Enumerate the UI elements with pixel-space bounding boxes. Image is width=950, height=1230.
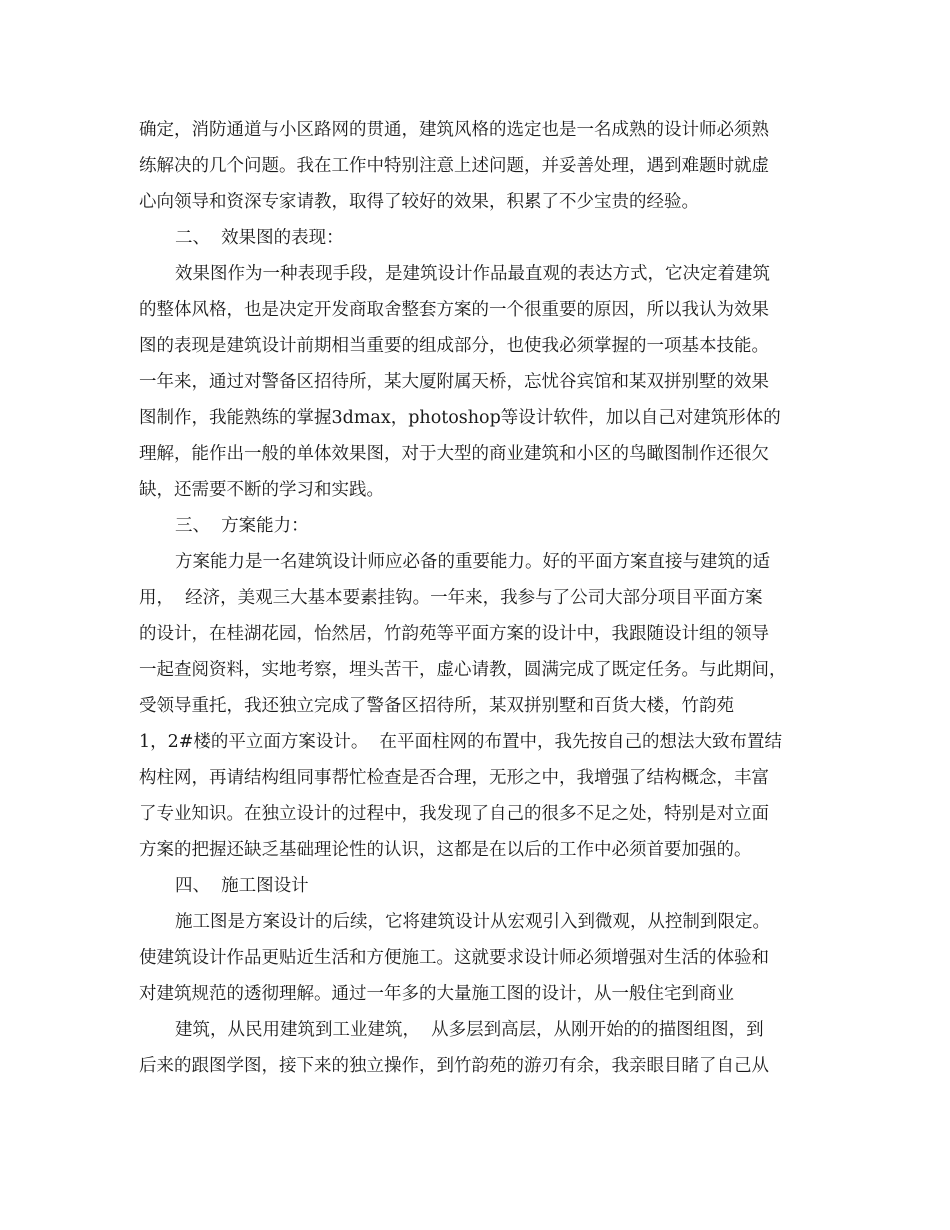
text-line: 的设计，在桂湖花园，怡然居，竹韵苑等平面方案的设计中，我跟随设计组的领导	[139, 624, 769, 644]
text-line: 使建筑设计作品更贴近生活和方便施工。这就要求设计师必须增强对生活的体验和	[139, 948, 769, 968]
text-line: 1，2#楼的平立面方案设计。 在平面柱网的布置中，我先按自己的想法大致布置结	[139, 732, 783, 752]
text-line: 用， 经济，美观三大基本要素挂钩。一年来，我参与了公司大部分项目平面方案	[139, 588, 763, 608]
text-line: 建筑，从民用建筑到工业建筑， 从多层到高层，从刚开始的的描图组图，到	[175, 1020, 764, 1040]
text-line: 对建筑规范的透彻理解。通过一年多的大量施工图的设计，从一般住宅到商业	[139, 984, 734, 1004]
text-line: 施工图是方案设计的后续，它将建筑设计从宏观引入到微观，从控制到限定。	[175, 912, 770, 932]
text-line: 方案能力是一名建筑设计师应必备的重要能力。好的平面方案直接与建筑的适	[175, 552, 770, 572]
text-line: 图制作，我能熟练的掌握3dmax，photoshop等设计软件，加以自己对建筑形体的	[139, 408, 781, 428]
text-line: 图的表现是建筑设计前期相当重要的组成部分，也使我必须掌握的一项基本技能。	[139, 336, 769, 356]
text-line: 确定，消防通道与小区路网的贯通，建筑风格的选定也是一名成熟的设计师必须熟	[139, 120, 769, 140]
text-line: 理解，能作出一般的单体效果图，对于大型的商业建筑和小区的鸟瞰图制作还很欠	[139, 444, 769, 464]
text-line: 练解决的几个问题。我在工作中特别注意上述问题，并妥善处理，遇到难题时就虚	[139, 156, 769, 176]
text-line: 的整体风格，也是决定开发商取舍整套方案的一个很重要的原因，所以我认为效果	[139, 300, 769, 320]
section-heading: 二、 效果图的表现：	[175, 228, 344, 248]
text-line: 了专业知识。在独立设计的过程中，我发现了自己的很多不足之处，特别是对立面	[139, 804, 769, 824]
text-line: 后来的跟图学图，接下来的独立操作，到竹韵苑的游刃有余，我亲眼目睹了自己从	[139, 1056, 769, 1076]
section-heading: 三、 方案能力：	[175, 516, 309, 536]
text-line: 方案的把握还缺乏基础理论性的认识，这都是在以后的工作中必须首要加强的。	[139, 840, 752, 860]
text-line: 缺，还需要不断的学习和实践。	[139, 480, 384, 500]
section-heading: 四、 施工图设计	[175, 876, 309, 896]
text-line: 心向领导和资深专家请教，取得了较好的效果，积累了不少宝贵的经验。	[139, 192, 699, 212]
text-line: 构柱网，再请结构组同事帮忙检查是否合理，无形之中，我增强了结构概念，丰富	[139, 768, 769, 788]
text-line: 效果图作为一种表现手段，是建筑设计作品最直观的表达方式，它决定着建筑	[175, 264, 770, 284]
text-line: 一年来，通过对警备区招待所，某大厦附属天桥，忘忧谷宾馆和某双拼别墅的效果	[139, 372, 769, 392]
text-line: 受领导重托，我还独立完成了警备区招待所，某双拼别墅和百货大楼，竹韵苑	[139, 696, 734, 716]
text-line: 一起查阅资料，实地考察，埋头苦干，虚心请教，圆满完成了既定任务。与此期间，	[139, 660, 787, 680]
